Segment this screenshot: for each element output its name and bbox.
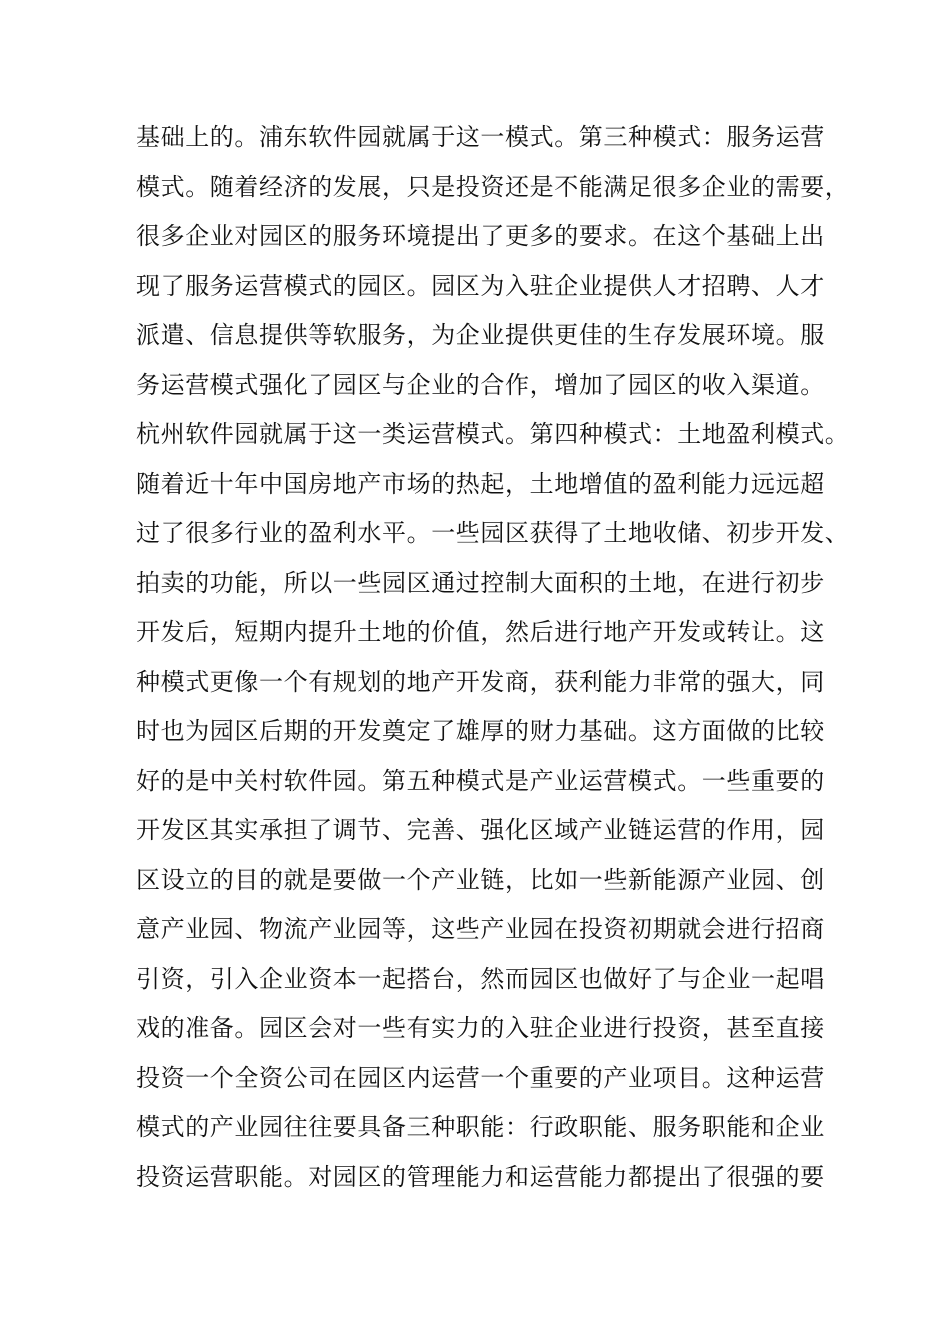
text-line: 过了很多行业的盈利水平。一些园区获得了土地收储、初步开发、 (136, 519, 850, 547)
text-line: 务运营模式强化了园区与企业的合作，增加了园区的收入渠道。 (136, 370, 825, 399)
text-line: 投资运营职能。对园区的管理能力和运营能力都提出了很强的要 (136, 1162, 825, 1191)
text-line: 好的是中关村软件园。第五种模式是产业运营模式。一些重要的 (136, 766, 825, 795)
text-line: 很多企业对园区的服务环境提出了更多的要求。在这个基础上出 (136, 222, 825, 250)
text-line: 意产业园、物流产业园等，这些产业园在投资初期就会进行招商 (136, 915, 825, 943)
text-line: 引资，引入企业资本一起搭台，然而园区也做好了与企业一起唱 (136, 964, 825, 993)
text-line: 现了服务运营模式的园区。园区为入驻企业提供人才招聘、人才 (136, 271, 825, 300)
text-line: 戏的准备。园区会对一些有实力的入驻企业进行投资，甚至直接 (136, 1014, 825, 1042)
text-line: 模式。随着经济的发展，只是投资还是不能满足很多企业的需要， (136, 172, 850, 201)
text-line: 基础上的。浦东软件园就属于这一模式。第三种模式：服务运营 (136, 123, 825, 151)
text-line: 随着近十年中国房地产市场的热起，土地增值的盈利能力远远超 (136, 469, 825, 498)
text-line: 种模式更像一个有规划的地产开发商，获利能力非常的强大，同 (136, 667, 825, 696)
text-line: 模式的产业园往往要具备三种职能：行政职能、服务职能和企业 (136, 1113, 825, 1141)
text-line: 区设立的目的就是要做一个产业链，比如一些新能源产业园、创 (136, 865, 825, 894)
text-line: 投资一个全资公司在园区内运营一个重要的产业项目。这种运营 (136, 1063, 825, 1092)
text-line: 开发区其实承担了调节、完善、强化区域产业链运营的作用，园 (136, 816, 825, 844)
body-text (136, 113, 850, 1202)
text-line: 开发后，短期内提升土地的价值，然后进行地产开发或转让。这 (136, 618, 825, 646)
text-line: 拍卖的功能，所以一些园区通过控制大面积的土地，在进行初步 (136, 568, 825, 597)
text-line: 派遣、信息提供等软服务，为企业提供更佳的生存发展环境。服 (136, 321, 825, 349)
text-line: 时也为园区后期的开发奠定了雄厚的财力基础。这方面做的比较 (136, 717, 825, 745)
text-line: 杭州软件园就属于这一类运营模式。第四种模式：土地盈利模式。 (136, 420, 850, 448)
